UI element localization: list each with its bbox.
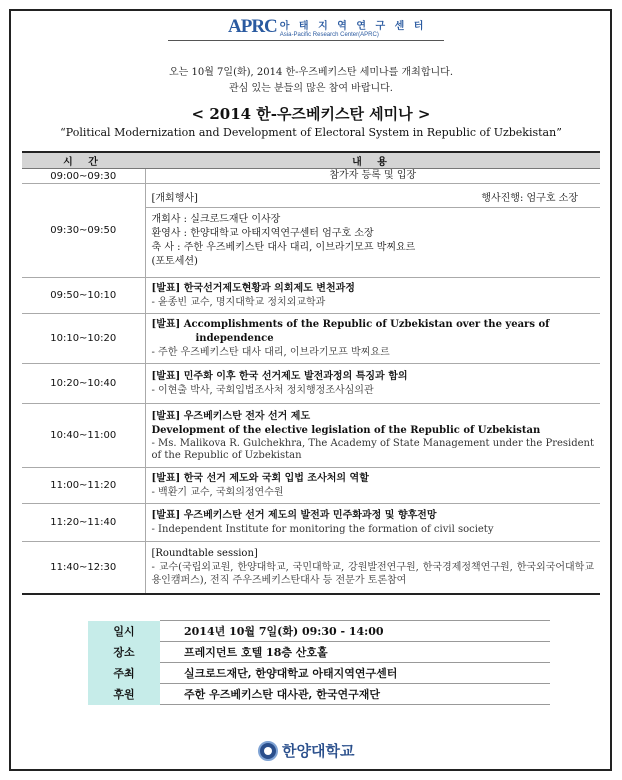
schedule-row: [22, 278, 600, 314]
talk-title: [발표] 한국 선거 제도와 국회 입법 조사처의 역할: [151, 472, 369, 484]
content-line: 환영사 : 한양대학교 아태지역연구센터 엄구호 소장: [151, 227, 374, 239]
event-info-table: [88, 620, 550, 705]
info-row-venue: [88, 642, 550, 663]
talk-title: [발표] 민주화 이후 한국 선거제도 발전과정의 특징과 함의: [151, 370, 408, 382]
intro-line-1: 오는 10월 7일(화), 2014 한-우즈베키스탄 세미나를 개최합니다.: [168, 67, 453, 78]
talk-title-english: Development of the elective legislation of the Republic of Uzbekistan: [151, 424, 541, 436]
schedule-row: [22, 364, 600, 404]
talk-title: [발표] 한국선거제도현황과 의회제도 변천과정: [151, 282, 355, 294]
university-seal-icon: [258, 741, 278, 761]
info-row-date: [88, 621, 550, 642]
speaker: - 주한 우즈베키스탄 대사 대리, 이브라기모프 박찌요르: [151, 346, 390, 358]
info-label: 장소: [88, 642, 160, 663]
schedule-row: [22, 169, 600, 184]
seminar-title: < 2014 한-우즈베키스탄 세미나 >: [191, 105, 431, 123]
seminar-subtitle: “Political Modernization and Development of Electoral System in Republic of Uzbekistan”: [60, 126, 562, 139]
talk-title: [발표] Accomplishments of the Republic of Uzbekistan over the years of: [151, 318, 550, 330]
session-time: 10:40~11:00: [22, 404, 145, 468]
roundtable-title: [Roundtable session]: [151, 548, 258, 560]
schedule-table: [22, 151, 600, 595]
panelists: - 교수(국립외교원, 한양대학교, 국민대학교, 강원발전연구원, 한국경제정책연구원, 한국외국어대학교 용인캠퍼스), 전직 주우즈베키스탄대사 등 전문가 토론참여: [151, 562, 594, 587]
university-logo: [258, 740, 354, 761]
speaker: - Independent Institute for monitoring the formation of civil society: [151, 523, 494, 535]
info-value: 2014년 10월 7일(화) 09:30 - 14:00: [160, 621, 550, 642]
schedule-row: [22, 314, 600, 364]
session-content: [145, 504, 600, 542]
talk-title: [발표] 우즈베키스탄 전자 선거 제도: [151, 410, 311, 422]
session-time: 11:20~11:40: [22, 504, 145, 542]
info-value: 주한 우즈베키스탄 대사관, 한국연구재단: [160, 684, 550, 705]
session-content: [145, 184, 600, 278]
university-name: 한양대학교: [282, 742, 355, 760]
session-content: [145, 278, 600, 314]
info-value: 프레지던트 호텔 18층 산호홀: [160, 642, 550, 663]
session-time: 10:10~10:20: [22, 314, 145, 364]
schedule-row: [22, 468, 600, 504]
session-content: [145, 314, 600, 364]
time-column-header: 시 간: [22, 152, 145, 169]
session-content: [145, 542, 600, 594]
talk-title: [발표] 우즈베키스탄 선거 제도의 발전과 민주화과정 및 향후전망: [151, 509, 437, 521]
talk-title-cont: independence: [195, 332, 274, 344]
content-column-header: 내 용: [145, 152, 600, 169]
intro-line-2: 관심 있는 분들의 많은 참여 바랍니다.: [229, 83, 393, 94]
content-line: (포토세션): [151, 255, 198, 267]
logo-english: Asia-Pacific Research Center(APRC): [279, 32, 379, 38]
schedule-row: [22, 184, 600, 278]
schedule-row: [22, 404, 600, 468]
session-content: [145, 468, 600, 504]
session-time: 10:20~10:40: [22, 364, 145, 404]
header-divider: [168, 40, 444, 41]
info-label: 주최: [88, 663, 160, 684]
session-content: 참가자 등록 및 입장: [145, 169, 600, 184]
session-content: [145, 364, 600, 404]
logo-mark: APRC: [228, 16, 277, 37]
session-time: 11:40~12:30: [22, 542, 145, 594]
aprc-logo: [228, 14, 426, 38]
schedule-header-row: [22, 152, 600, 169]
schedule-row: [22, 542, 600, 594]
content-line: 개회사 : 실크로드재단 이사장: [151, 213, 281, 225]
info-label: 일시: [88, 621, 160, 642]
info-label: 후원: [88, 684, 160, 705]
content-line: 축 사 : 주한 우즈베키스탄 대사 대리, 이브라기모프 박찌요르: [151, 241, 416, 253]
speaker: - 백환기 교수, 국회의정연수원: [151, 486, 284, 498]
info-row-sponsor: [88, 684, 550, 705]
info-value: 실크로드재단, 한양대학교 아태지역연구센터: [160, 663, 550, 684]
info-row-host: [88, 663, 550, 684]
host-note: 행사진행: 엄구호 소장: [481, 192, 578, 204]
session-time: 11:00~11:20: [22, 468, 145, 504]
schedule-row: [22, 504, 600, 542]
logo-korean: 아 태 지 역 연 구 센 터: [279, 21, 427, 32]
speaker: - 윤종빈 교수, 명지대학교 정치외교학과: [151, 296, 326, 308]
session-content: [145, 404, 600, 468]
speaker: - 이현출 박사, 국회입법조사처 정치행정조사심의관: [151, 384, 374, 396]
opening-ceremony-label: [개회행사]: [151, 192, 198, 204]
session-time: 09:00~09:30: [22, 169, 145, 184]
session-time: 09:50~10:10: [22, 278, 145, 314]
speaker: - Ms. Malikova R. Gulchekhra, The Academy of State Management under the President of the Republic of Uzbekistan: [151, 437, 595, 461]
session-time: 09:30~09:50: [22, 184, 145, 278]
